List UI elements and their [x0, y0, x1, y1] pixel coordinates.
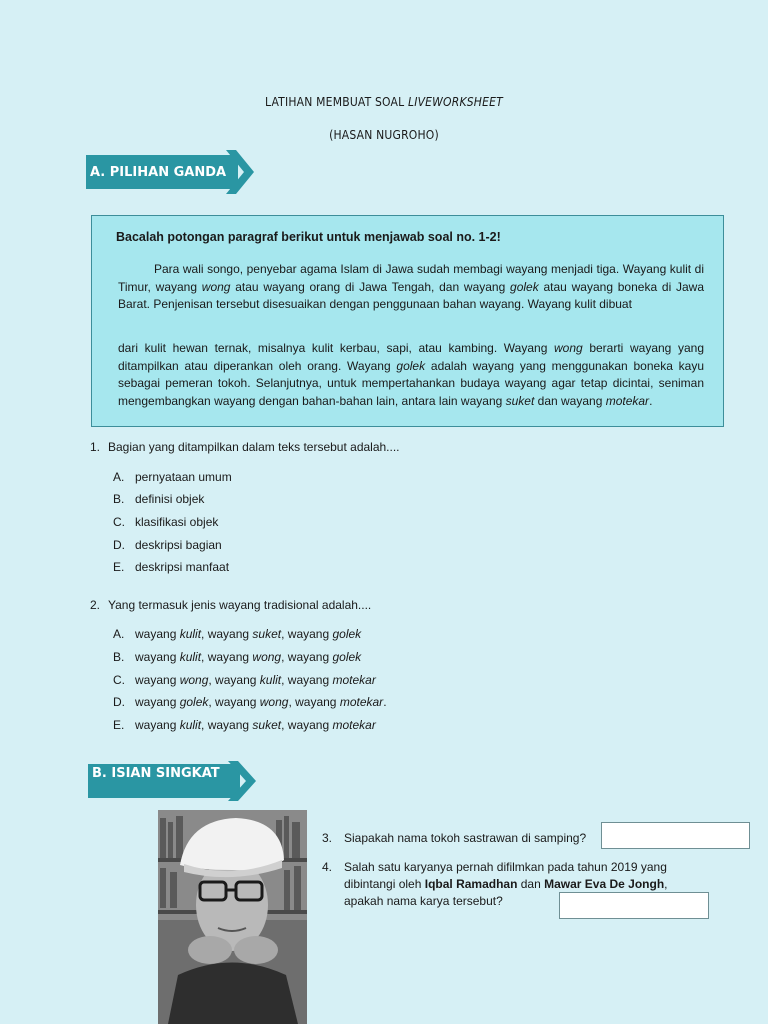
text-span: wayang [135, 627, 180, 641]
answer-field-q4[interactable] [559, 892, 709, 919]
question-text: , apakah nama karya tersebut? [344, 877, 668, 908]
option-letter: D. [113, 695, 125, 709]
question-number: 1. [90, 440, 101, 454]
text-span: dari kulit hewan ternak, misalnya kulit kerbau, sapi, atau kambing. Wayang [118, 341, 555, 355]
option-text: pernyataan umum [135, 470, 232, 484]
section-a-label: A. PILIHAN GANDA [90, 164, 227, 180]
question-number: 2. [90, 598, 101, 612]
text-span: , wayang [281, 673, 333, 687]
option-text: klasifikasi objek [135, 515, 219, 529]
q2-option-d[interactable] [113, 695, 387, 709]
title-italic: LIVEWORKSHEET [407, 95, 503, 109]
option-text: deskripsi bagian [135, 538, 222, 552]
text-span: Para wali songo, penyebar agama Islam di Jawa sudah membagi wayang menjadi tiga. Wayang kulit di Timur, wayang [118, 262, 704, 294]
option-letter: C. [113, 515, 125, 529]
italic-span: wong [179, 673, 209, 687]
italic-span: wong [259, 695, 289, 709]
question-text: Siapakah nama tokoh sastrawan di samping? [344, 831, 587, 845]
option-letter: E. [113, 560, 125, 574]
question-3 [322, 830, 586, 847]
italic-span: suket [252, 718, 282, 732]
passage-paragraph-1 [118, 261, 704, 314]
question-number: 3. [322, 831, 333, 845]
text-span: , wayang [201, 650, 253, 664]
italic-span: kulit [179, 627, 202, 641]
italic-span: motekar [332, 718, 376, 732]
italic-span: wong [554, 341, 583, 355]
italic-span: motekar [339, 695, 384, 709]
option-letter: A. [113, 627, 125, 641]
text-span: , wayang [208, 695, 260, 709]
question-text: Yang termasuk jenis wayang tradisional adalah.... [108, 598, 372, 612]
section-a-banner [86, 155, 238, 189]
bold-name: Mawar Eva De Jongh [544, 877, 665, 891]
italic-span: motekar [605, 393, 650, 408]
text-span: berarti wayang yang ditampilkan atau diperankan oleh orang. Wayang [118, 341, 704, 373]
text-span: , wayang [288, 695, 340, 709]
option-letter: B. [113, 492, 125, 506]
italic-span: suket [252, 627, 282, 641]
q2-option-a[interactable] [113, 627, 361, 641]
q1-option-c[interactable] [113, 515, 218, 529]
italic-span: motekar [332, 673, 376, 687]
q2-option-b[interactable] [113, 650, 361, 664]
italic-span: wong [201, 279, 231, 294]
worksheet-title [0, 95, 768, 109]
text-span: , wayang [208, 673, 260, 687]
text-span: atau wayang orang di Jawa Tengah, dan wayang [230, 279, 511, 294]
option-text: deskripsi manfaat [135, 560, 230, 574]
option-letter: D. [113, 538, 125, 552]
q1-option-b[interactable] [113, 492, 204, 506]
text-span: wayang [135, 695, 180, 709]
section-b-banner [88, 764, 240, 798]
passage-heading: Bacalah potongan paragraf berikut untuk menjawab soal no. 1-2! [116, 230, 501, 244]
option-text: definisi objek [135, 492, 205, 506]
question-text: dan [517, 877, 545, 891]
text-span: . [649, 393, 653, 408]
text-span: , wayang [281, 627, 333, 641]
q1-option-e[interactable] [113, 560, 229, 574]
question-1 [90, 440, 400, 454]
option-letter: B. [113, 650, 125, 664]
question-2 [90, 598, 371, 612]
text-span: wayang [135, 718, 180, 732]
italic-span: kulit [179, 718, 202, 732]
italic-span: kulit [259, 673, 282, 687]
text-span: wayang [135, 650, 180, 664]
author-portrait-photo [158, 810, 307, 1024]
italic-span: golek [332, 627, 362, 641]
section-b-label: B. ISIAN SINGKAT [92, 765, 220, 781]
chevron-right-icon [224, 761, 258, 801]
italic-span: golek [510, 279, 539, 294]
italic-span: golek [396, 358, 426, 373]
text-span: wayang [135, 673, 180, 687]
answer-field-q3[interactable] [601, 822, 750, 849]
option-letter: E. [113, 718, 125, 732]
text-span: , wayang [281, 718, 333, 732]
italic-span: golek [179, 695, 209, 709]
q1-option-d[interactable] [113, 538, 222, 552]
italic-span: golek [332, 650, 362, 664]
option-letter: A. [113, 470, 125, 484]
chevron-right-icon [222, 150, 256, 194]
passage-paragraph-2 [118, 340, 704, 410]
option-letter: C. [113, 673, 125, 687]
text-span: , wayang [281, 650, 333, 664]
text-span: atau wayang boneka di Jawa Barat. Penjenisan tersebut disesuaikan dengan penggunaan bahan wayang. Wayang kulit dibuat [118, 279, 705, 311]
text-span: adalah wayang yang menggunakan boneka kayu sebagai pemeran tokoh. Selanjutnya, untuk mempertahankan budaya wayang agar tetap dicintai, seniman mengembangkan wayang dengan bahan-bahan lain, antara lain wayang [118, 358, 704, 408]
question-4-number: 4. [322, 860, 333, 874]
title-text: LATIHAN MEMBUAT SOAL [265, 95, 405, 109]
text-span: , wayang [201, 627, 253, 641]
q2-option-e[interactable] [113, 718, 376, 732]
text-span: , wayang [201, 718, 253, 732]
text-span: dan wayang [534, 393, 606, 408]
bold-name: Iqbal Ramadhan [424, 877, 518, 891]
question-text: Salah satu karyanya pernah difilmkan pada tahun 2019 yang dibintangi oleh [344, 860, 667, 891]
italic-span: kulit [179, 650, 202, 664]
q1-option-a[interactable] [113, 470, 232, 484]
italic-span: suket [505, 393, 535, 408]
italic-span: wong [252, 650, 282, 664]
reading-passage [91, 215, 724, 427]
worksheet-author: (HASAN NUGROHO) [329, 128, 439, 142]
q2-option-c[interactable] [113, 673, 376, 687]
text-span: . [383, 695, 387, 709]
question-text: Bagian yang ditampilkan dalam teks tersebut adalah.... [108, 440, 400, 454]
